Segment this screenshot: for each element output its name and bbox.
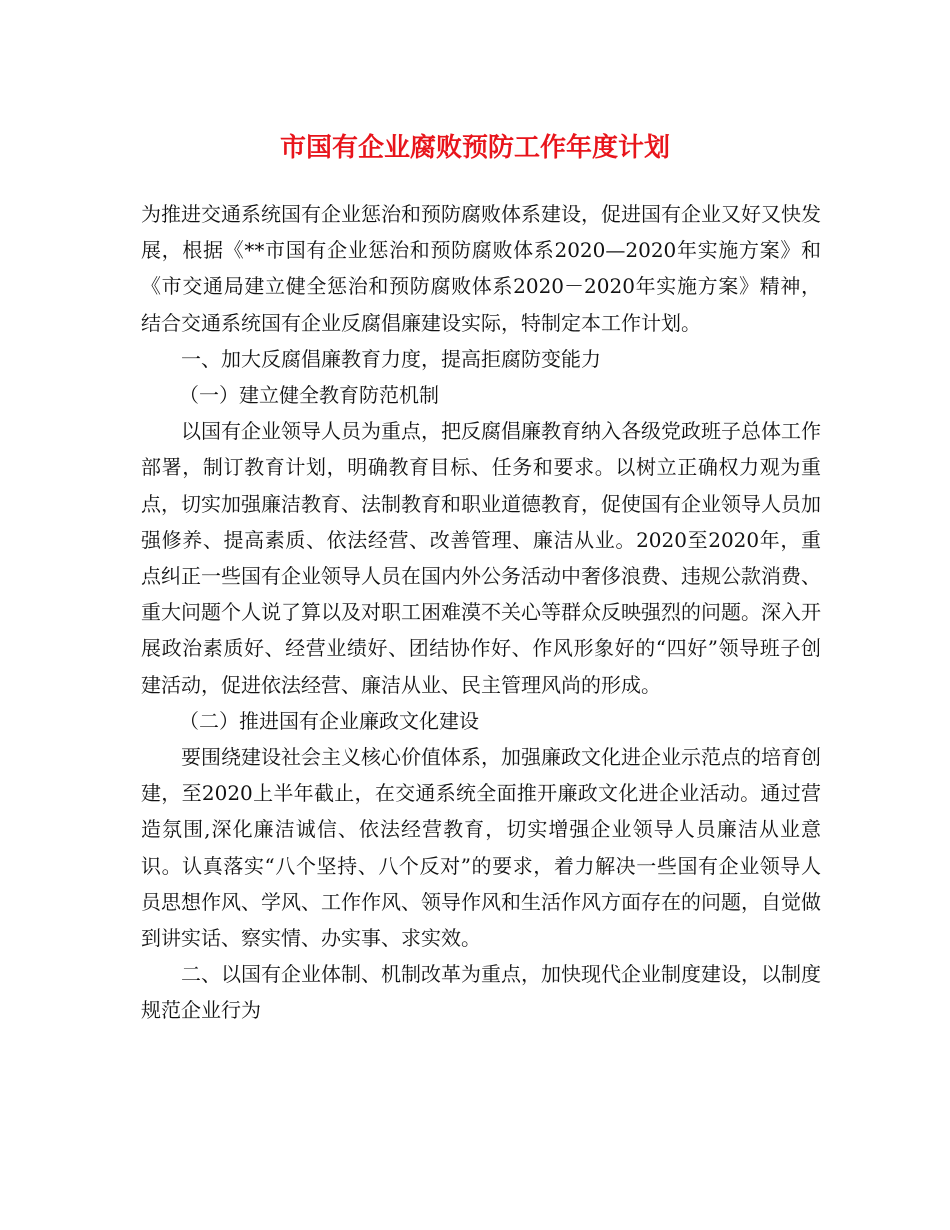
document-title: 市国有企业腐败预防工作年度计划 bbox=[279, 133, 670, 163]
intro-paragraph: 为推进交通系统国有企业惩治和预防腐败体系建设，促进国有企业又好又快发展，根据《**市国有企业惩治和预防腐败体系2020—2020年实施方案》和《市交通局建立健全惩治和预防腐败体系2020－2020年实施方案》精神，结合交通系统国有企业反腐倡廉建设实际，特制定本工作计划。 bbox=[141, 202, 821, 335]
document-body bbox=[141, 196, 821, 1029]
body-paragraph-1: 以国有企业领导人员为重点，把反腐倡廉教育纳入各级党政班子总体工作部署，制订教育计划，明确教育目标、任务和要求。以树立正确权力观为重点，切实加强廉洁教育、法制教育和职业道德教育，促使国有企业领导人员加强修养、提高素质、依法经营、改善管理、廉洁从业。2020至2020年，重点纠正一些国有企业领导人员在国内外公务活动中奢侈浪费、违规公款消费、重大问题个人说了算以及对职工困难漠不关心等群众反映强烈的问题。深入开展政治素质好、经营业绩好、团结协作好、作风形象好的“四好”领导班子创建活动，促进依法经营、廉洁从业、民主管理风尚的形成。 bbox=[141, 419, 821, 697]
subsection-heading-2: （二）推进国有企业廉政文化建设 bbox=[179, 708, 479, 733]
subsection-heading-1: （一）建立健全教育防范机制 bbox=[179, 383, 439, 408]
section-heading-1: 一、加大反腐倡廉教育力度，提高拒腐防变能力 bbox=[181, 346, 601, 371]
body-paragraph-2: 要围绕建设社会主义核心价值体系，加强廉政文化进企业示范点的培育创建，至2020上半年截止，在交通系统全面推开廉政文化进企业活动。通过营造氛围,深化廉洁诚信、依法经营教育，切实增强企业领导人员廉洁从业意识。认真落实“八个坚持、八个反对”的要求，着力解决一些国有企业领导人员思想作风、学风、工作作风、领导作风和生活作风方面存在的问题，自觉做到讲实话、察实情、办实事、求实效。 bbox=[141, 745, 821, 951]
section-heading-2: 二、以国有企业体制、机制改革为重点，加快现代企业制度建设，以制度规范企业行为 bbox=[141, 962, 821, 1023]
